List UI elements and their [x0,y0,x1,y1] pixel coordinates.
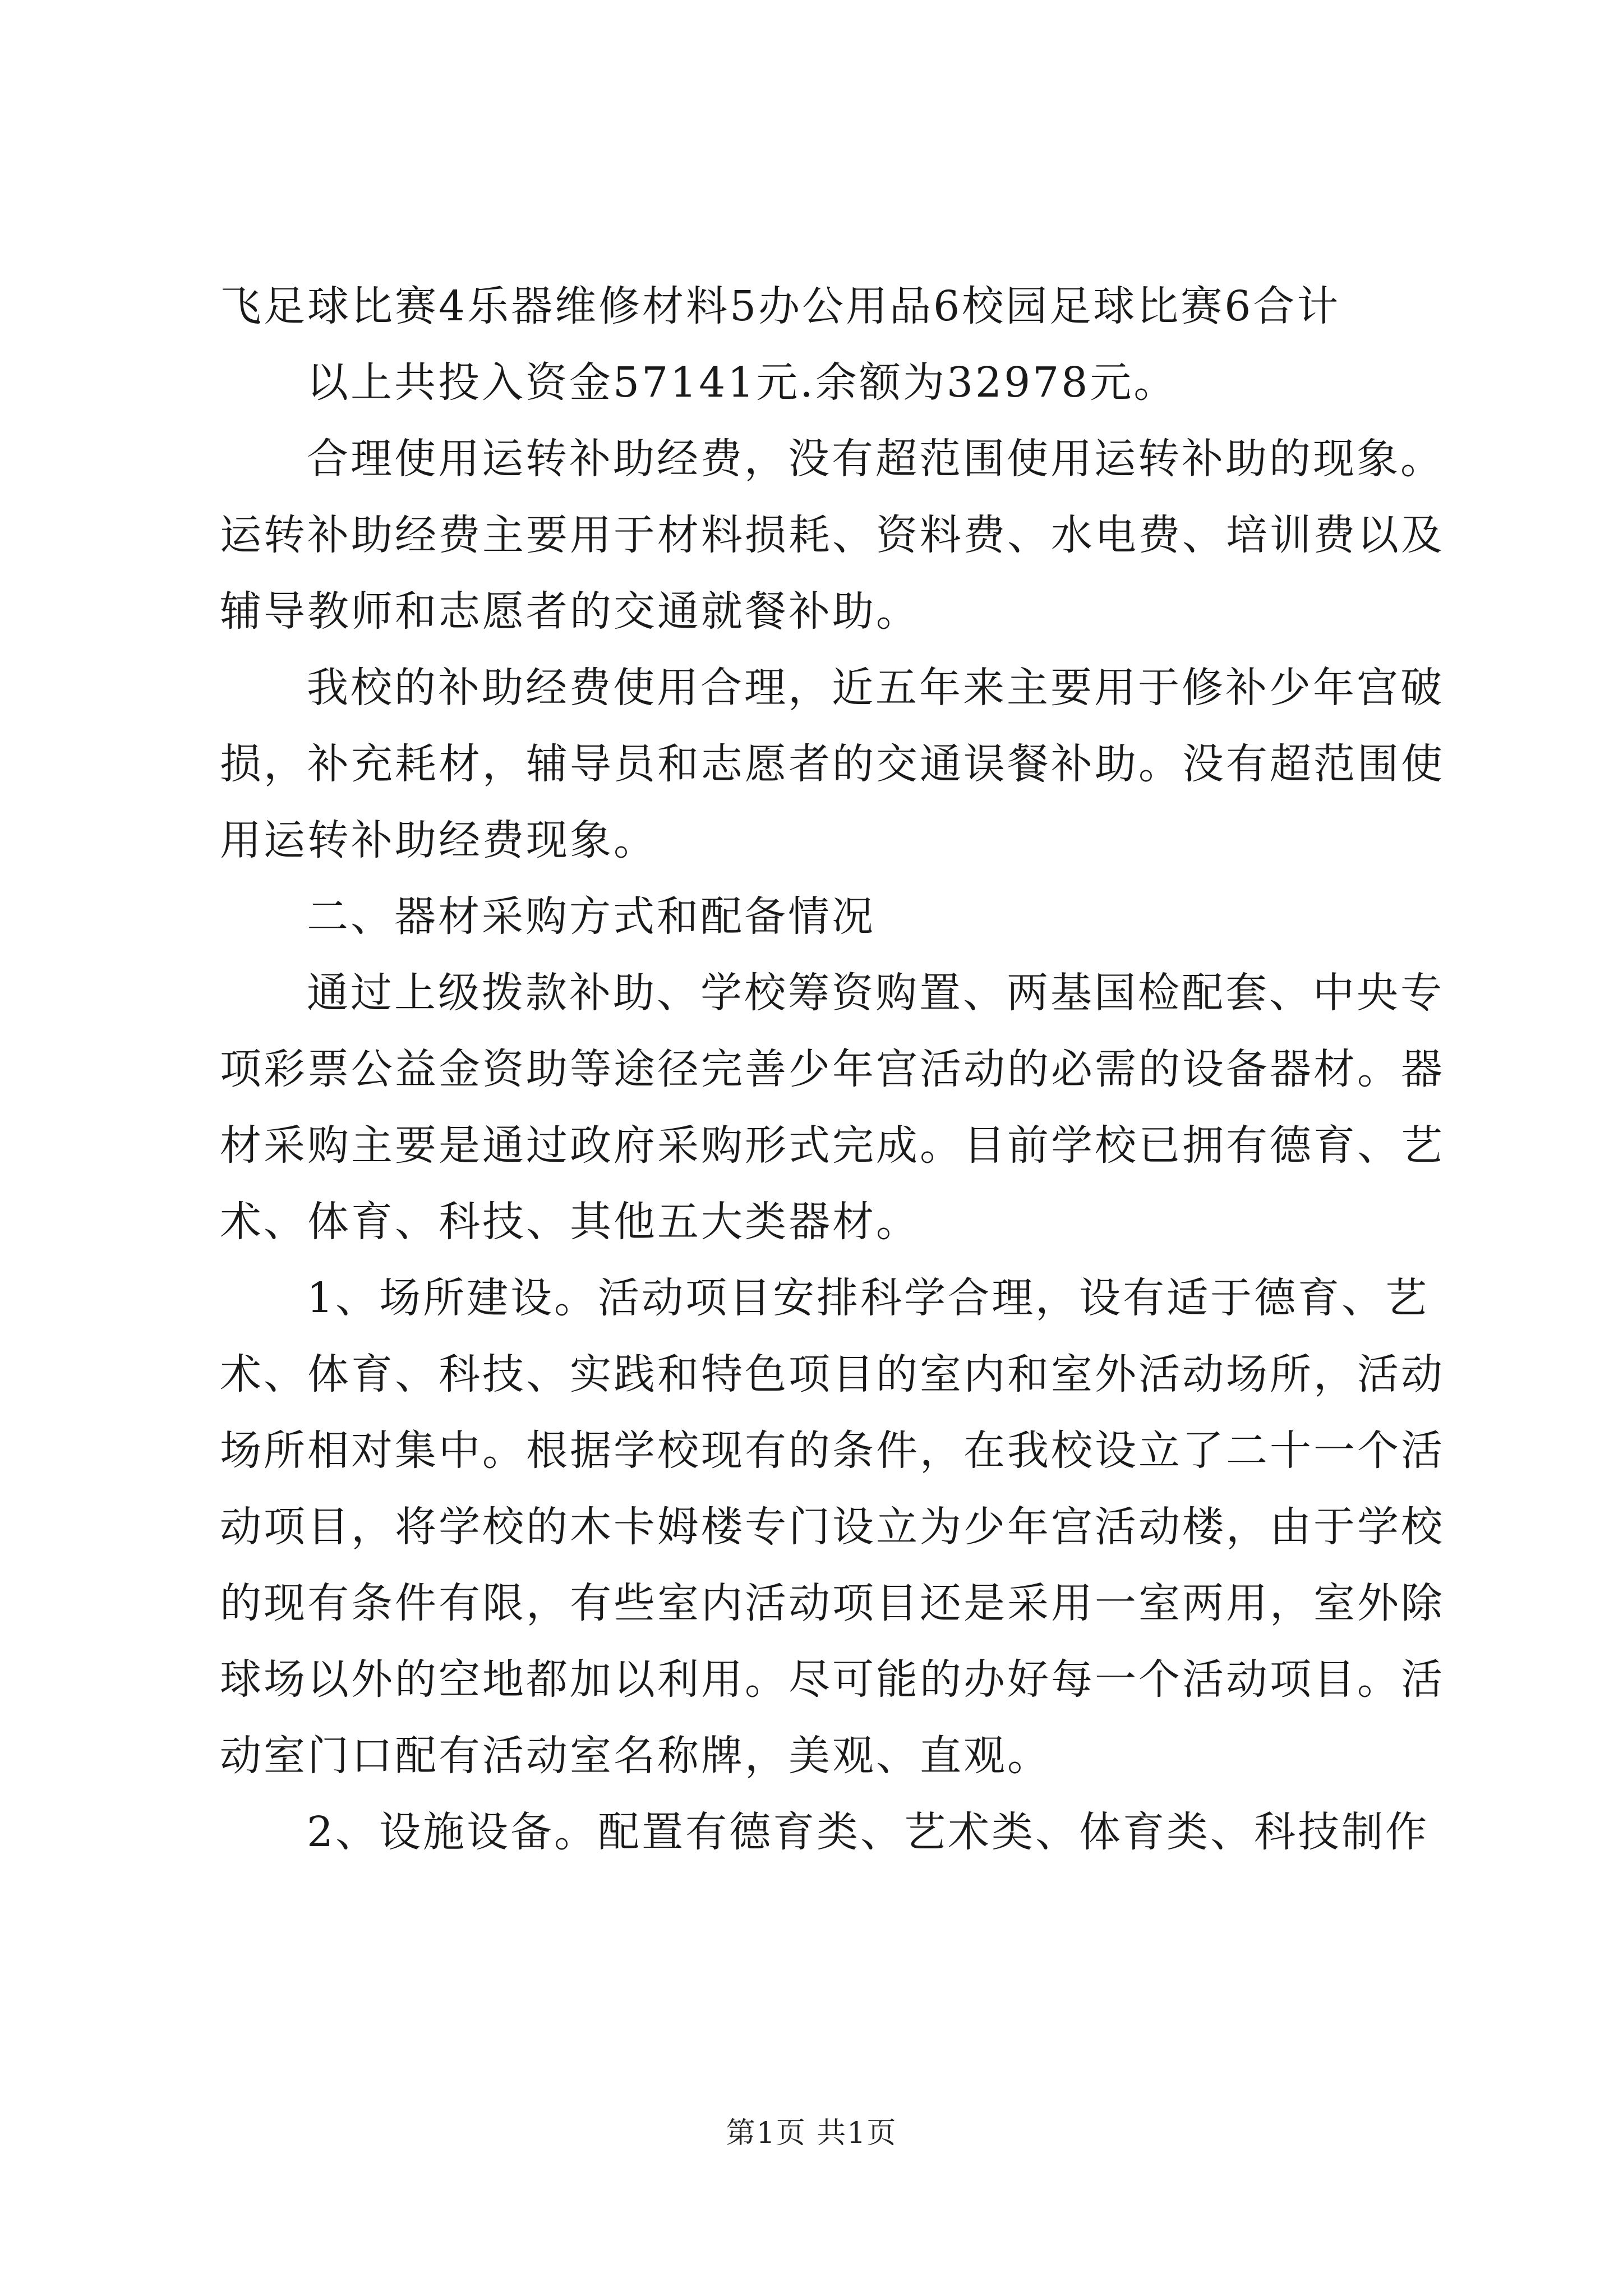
text-line: 2、设施设备。配置有德育类、艺术类、体育类、科技制作 [307,1808,1430,1856]
document-body [220,268,1445,1870]
text-line: 辅导教师和志愿者的交通就餐补助。 [220,587,920,636]
text-line: 动项目，将学校的木卡姆楼专门设立为少年宫活动楼，由于学校 [220,1503,1445,1551]
text-line: 飞足球比赛4乐器维修材料5办公用品6校园足球比赛6合计 [220,282,1341,330]
text-line: 术、体育、科技、实践和特色项目的室内和室外活动场所，活动 [220,1350,1445,1398]
text-line: 我校的补助经费使用合理，近五年来主要用于修补少年宫破 [307,664,1444,712]
text-line: 场所相对集中。根据学校现有的条件，在我校设立了二十一个活 [220,1427,1445,1475]
text-line: 术、体育、科技、其他五大类器材。 [220,1198,920,1246]
text-line: 用运转补助经费现象。 [220,816,657,864]
section-heading: 二、器材采购方式和配备情况 [307,892,875,941]
text-line: 的现有条件有限，有些室内活动项目还是采用一室两用，室外除 [220,1579,1445,1627]
text-line: 项彩票公益金资助等途径完善少年宫活动的必需的设备器材。器 [220,1045,1445,1093]
page-number-footer: 第1页 共1页 [726,2116,897,2150]
text-line: 运转补助经费主要用于材料损耗、资料费、水电费、培训费以及 [220,511,1445,559]
text-line: 损，补充耗材，辅导员和志愿者的交通误餐补助。没有超范围使 [220,740,1445,788]
text-line: 以上共投入资金57141元.余额为32978元。 [307,358,1178,407]
text-line: 通过上级拨款补助、学校筹资购置、两基国检配套、中央专 [307,969,1444,1017]
text-line: 材采购主要是通过政府采购形式完成。目前学校已拥有德育、艺 [220,1121,1445,1170]
text-line: 球场以外的空地都加以利用。尽可能的办好每一个活动项目。活 [220,1655,1445,1704]
text-line: 动室门口配有活动室名称牌，美观、直观。 [220,1732,1051,1780]
text-line: 合理使用运转补助经费，没有超范围使用运转补助的现象。 [307,435,1444,483]
text-line: 1、场所建设。活动项目安排科学合理，设有适于德育、艺 [307,1274,1430,1322]
